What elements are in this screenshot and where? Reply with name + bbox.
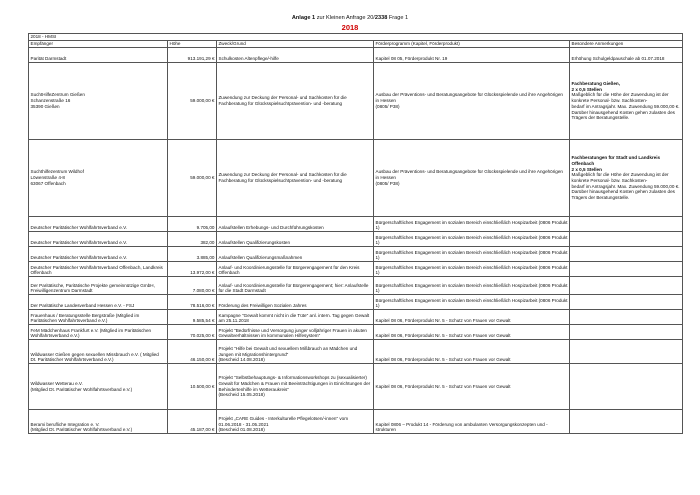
program-cell: Bürgerschaftliches Engagement im sozialen Bereich einschließlich Hospizarbeit (0806 Produkt 1) (374, 295, 570, 310)
recipient-cell: Wildwasser Wetterau e.V. (Mitglied Dt. Paritätischer Wohlfahrtsverband e.V.) (29, 364, 168, 410)
purpose-cell: Schulkosten Altenpflege/-hilfe (217, 48, 374, 63)
amount-cell: 59.000,00 € (168, 63, 217, 140)
amount-cell: 382,00 (168, 232, 217, 247)
heading-text: zur Kleinen Anfrage 20/ (315, 15, 375, 21)
notes-cell (570, 295, 683, 310)
program-cell: Kapitel 0806 – Produkt 14 - Förderung von ambulanten Versorgungskonzepten und -strukturen (374, 410, 570, 434)
amount-cell: 913.191,29 € (168, 48, 217, 63)
table-row (29, 277, 683, 295)
amount-cell: 7.080,00 € (168, 277, 217, 295)
table-year-row (29, 34, 683, 41)
recipient-cell: SuchtHilfeZentrum Gießen Schanzenstraße 16 35390 Gießen (29, 63, 168, 140)
purpose-cell: Anlaufstellen Qualifizierungskosten (217, 232, 374, 247)
notes-cell (570, 140, 683, 217)
table-row (29, 140, 683, 217)
table-row (29, 63, 683, 140)
anlage-label: Anlage 1 (291, 15, 316, 21)
column-header-amount: Höhe (168, 41, 217, 48)
table-row (29, 340, 683, 364)
purpose-cell: Zuwendung zur Deckung der Personal- und Sachkosten für die Fachberatung für Glücksspielsuchtprävention- und -beratung (217, 63, 374, 140)
amount-cell: 10.500,00 € (168, 364, 217, 410)
program-cell: Kapitel 08 05, Förderprodukt Nr. 19 (374, 48, 570, 63)
program-cell: Kapitel 08 06, Förderprodukt Nr. 5 - Schutz von Frauen vor Gewalt (374, 325, 570, 340)
recipient-cell: Wildwasser Gießen gegen sexuellen Missbrauch e.V. ( Mitglied Dt. Paritätischer Wohlfahrtsverband e.V.) (29, 340, 168, 364)
notes-cell (570, 364, 683, 410)
purpose-cell: Anlauf- und Koordinierungsstelle für Bürgerengagement für den Kreis Offenbach (217, 262, 374, 277)
table-row (29, 48, 683, 63)
purpose-cell: Anlaufstellen Qualifizierungsmaßnahmen (217, 247, 374, 262)
recipient-cell: Berami berufliche Integration e. V. (Mitglied Dt. Paritätischer Wohlfahrtsverband e.V.) (29, 410, 168, 434)
purpose-cell: Projekt "Bedürfnisse und Versorgung junger volljähriger Frauen in akuten Gewaltverhältnissen im kommunalen Hilfesystem" (217, 325, 374, 340)
table-row (29, 232, 683, 247)
purpose-cell: Projekt „CARE Guides - Interkulturelle Pflegelotsen/-innen" vom 01.06.2018 - 31.05.2021 (Bescheid 01.08.2018) (217, 410, 374, 434)
purpose-cell: Projekt "Hilfe bei Gewalt und sexuellem Mißbrauch an Mädchen und Jungen mit Migrationshintergrund" (Bescheid 14.08.2018) (217, 340, 374, 364)
note-text: Erhöhung Schulgeldpauschale ab 01.07.2018 (571, 56, 665, 62)
program-cell: Kapitel 08 06, Förderprodukt Nr. 5 - Schutz von Frauen vor Gewalt (374, 310, 570, 325)
recipient-cell: Frauenhaus / Beratungsstelle Bergstraße (Mitglied im Paritätischen Wohlfahrtsverband e.V.) (29, 310, 168, 325)
column-header-recipient: Empfänger (29, 41, 168, 48)
program-cell: Ausbau der Präventions- und Beratungsangebote für Glücksspielende und ihre Angehörigen in Hessen (0805/ P38) (374, 140, 570, 217)
note-text: Maßgeblich für die Höhe der Zuwendung ist der konkrete Personal- bzw. Sachkosten- bedarf im Antragsjahr. Max. Zuwendung 59.000,00 €. Darüber hinausgehend Kosten gehen zulasten des Trägers der Beratungsstelle. (571, 172, 680, 201)
note-title: Fachberatung Gießen, 2 x 0,5 Stellen (571, 80, 620, 92)
notes-cell (570, 410, 683, 434)
table-row (29, 325, 683, 340)
note-text: Maßgeblich für die Höhe der Zuwendung ist der konkrete Personal- bzw. Sachkosten- bedarf im Antragsjahr. Max. Zuwendung 59.000,00 €. Darüber hinausgehend Kosten gehen zulasten des Trägers der Beratungsstelle. (571, 92, 680, 121)
table-row (29, 410, 683, 434)
amount-cell: 9.705,00 (168, 217, 217, 232)
amount-cell: 59.000,00 € (168, 140, 217, 217)
column-header-purpose: Zweck/Grund (217, 41, 374, 48)
recipient-cell: Deutscher Paritätischer Wohlfahrtsverband e.V. (29, 247, 168, 262)
program-cell: Bürgerschaftliches Engagement im sozialen Bereich einschließlich Hospizarbeit (0806 Produkt 1) (374, 262, 570, 277)
year-heading: 2018 (341, 23, 359, 32)
notes-cell (570, 48, 683, 63)
amount-cell: 46.150,00 € (168, 340, 217, 364)
year-label: 2018 - HMSI (29, 34, 683, 41)
table-row (29, 217, 683, 232)
recipient-cell: Parität Darmstadt (29, 48, 168, 63)
table-row (29, 310, 683, 325)
column-header-program: Förderprogramm (Kapitel, Förderprodukt) (374, 41, 570, 48)
recipient-cell: Deutscher Paritätischer Wohlfahrtsverband Offenbach, Landkreis Offenbach (29, 262, 168, 277)
column-header-notes: Besondere Anmerkungen (570, 41, 683, 48)
program-cell: Ausbau der Präventions- und Beratungsangebote für Glücksspielende und ihre Angehörigen in Hessen (0805/ P38) (374, 63, 570, 140)
notes-cell (570, 325, 683, 340)
recipient-cell: FeM Mädchenhaus Frankfurt e.V. (Mitglied im Paritätischen Wohlfahrtsverband e.V.) (29, 325, 168, 340)
funding-table (28, 33, 683, 434)
notes-cell (570, 63, 683, 140)
program-cell: Bürgerschaftliches Engagement im sozialen Bereich einschließlich Hospizarbeit (0806 Produkt 1) (374, 277, 570, 295)
note-title: Fachberatungen für Stadt und Landkreis Offenbach 2 x 0,5 Stellen (571, 155, 661, 172)
program-cell: Kapitel 08 06, Förderprodukt Nr. 5 - Schutz von Frauen vor Gewalt (374, 340, 570, 364)
table-row (29, 247, 683, 262)
amount-cell: 78.516,00 € (168, 295, 217, 310)
amount-cell: 9.585,54 € (168, 310, 217, 325)
notes-cell (570, 277, 683, 295)
recipient-cell: Deutscher Paritätischer Wohlfahrtsverband e.V. (29, 217, 168, 232)
recipient-cell: Suchthilfezentrum Wildhof Löwenstraße 4-8 63067 Offenbach (29, 140, 168, 217)
recipient-cell: Der Paritätische, Paritätische Projekte gemeinnützige GmbH, Freiwilligenzentrum Darmstadt (29, 277, 168, 295)
recipient-cell: Deutscher Paritätischer Wohlfahrtsverband e.V. (29, 232, 168, 247)
program-cell: Kapitel 08 06, Förderprodukt Nr. 5 - Schutz von Frauen vor Gewalt (374, 364, 570, 410)
amount-cell: 13.972,00 € (168, 262, 217, 277)
notes-cell (570, 247, 683, 262)
notes-cell (570, 262, 683, 277)
purpose-cell: Zuwendung zur Deckung der Personal- und Sachkosten für die Fachberatung für Glücksspielsuchtprävention- und -beratung (217, 140, 374, 217)
table-header-row (29, 41, 683, 48)
amount-cell: 45.187,00 € (168, 410, 217, 434)
notes-cell (570, 310, 683, 325)
purpose-cell: Anlauf- und Koordinierungsstelle für Bürgerengagement; hier: Anlaufstelle für die Stadt Darmstadt (217, 277, 374, 295)
notes-cell (570, 340, 683, 364)
table-row (29, 364, 683, 410)
recipient-cell: Der Paritätische Landesverband Hessen e.V. - FSJ (29, 295, 168, 310)
drucksache-number: 2338 (374, 15, 388, 21)
frage-label: Frage 1 (387, 15, 409, 21)
program-cell: Bürgerschaftliches Engagement im sozialen Bereich einschließlich Hospizarbeit (0806 Produkt 1) (374, 217, 570, 232)
purpose-cell: Anlaufstellen Erhebungs- und Durchführungskosten (217, 217, 374, 232)
purpose-cell: Kampagne "Gewalt kommt nicht in die Tüte" anl. intern. Tag gegen Gewalt am 25.11.2018 (217, 310, 374, 325)
table-row (29, 295, 683, 310)
amount-cell: 3.885,00 (168, 247, 217, 262)
document-heading (0, 15, 700, 21)
purpose-cell: Förderung des Freiwilligen Sozialen Jahres (217, 295, 374, 310)
table-row (29, 262, 683, 277)
notes-cell (570, 217, 683, 232)
purpose-cell: Projekt "Selbstbehauptungs- & Informationsworkshops zu (sexualisierter) Gewalt für Mädchen & Frauen mit Beeinträchtigungen in Einrichtungen der Behindertenhilfe im Wetteraukreis" (Bescheid 15.05.2018) (217, 364, 374, 410)
program-cell: Bürgerschaftliches Engagement im sozialen Bereich einschließlich Hospizarbeit (0806 Produkt 1) (374, 232, 570, 247)
amount-cell: 70.025,00 € (168, 325, 217, 340)
notes-cell (570, 232, 683, 247)
program-cell: Bürgerschaftliches Engagement im sozialen Bereich einschließlich Hospizarbeit (0806 Produkt 1) (374, 247, 570, 262)
